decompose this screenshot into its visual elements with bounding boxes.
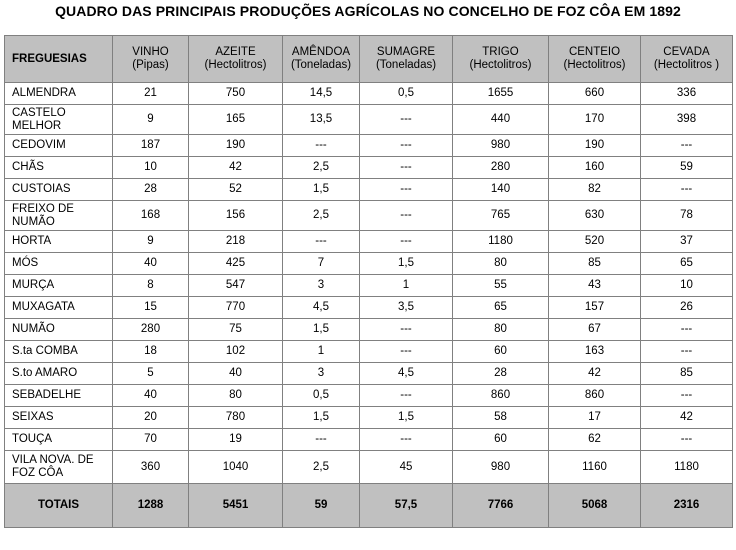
table-cell: 1,5 (283, 407, 360, 429)
table-cell: 60 (453, 341, 549, 363)
table-cell: 80 (189, 385, 283, 407)
header-row (5, 36, 733, 83)
table-cell: TOTAIS (5, 484, 113, 528)
table-row (5, 341, 733, 363)
table-cell: 190 (549, 135, 641, 157)
table-row (5, 135, 733, 157)
column-header-name: SUMAGRE (376, 46, 436, 58)
table-cell: --- (283, 429, 360, 451)
table-cell: 157 (549, 297, 641, 319)
column-header-name: VINHO (132, 46, 169, 58)
parish-name-cell: SEIXAS (5, 407, 113, 429)
table-cell: 1180 (453, 231, 549, 253)
table-cell: 660 (549, 83, 641, 105)
table-row (5, 179, 733, 201)
column-header-unit: (Pipas) (132, 59, 169, 71)
table-cell: 1160 (549, 451, 641, 484)
table-cell: 18 (113, 341, 189, 363)
table-cell: 45 (360, 451, 453, 484)
table-cell: 85 (641, 363, 733, 385)
table-cell: 7 (283, 253, 360, 275)
table-cell: 1,5 (283, 319, 360, 341)
parish-name-cell: NUMÃO (5, 319, 113, 341)
table-cell: 3,5 (360, 297, 453, 319)
table-cell: 102 (189, 341, 283, 363)
table-cell: 67 (549, 319, 641, 341)
column-header-unit: (Hectolitros ) (653, 59, 720, 71)
column-header (453, 36, 549, 83)
table-cell: 15 (113, 297, 189, 319)
table-cell: 5451 (189, 484, 283, 528)
table-cell: 2,5 (283, 157, 360, 179)
table-row (5, 429, 733, 451)
table-cell: 160 (549, 157, 641, 179)
table-cell: 10 (641, 275, 733, 297)
table-row (5, 407, 733, 429)
table-cell: 2316 (641, 484, 733, 528)
column-header-name: CENTEIO (568, 46, 621, 58)
table-cell: 170 (549, 105, 641, 135)
table-cell: 980 (453, 451, 549, 484)
parish-name-cell: MURÇA (5, 275, 113, 297)
table-cell: 1288 (113, 484, 189, 528)
production-table (4, 35, 733, 528)
table-cell: --- (283, 231, 360, 253)
table-cell: --- (360, 319, 453, 341)
table-cell: 5068 (549, 484, 641, 528)
table-cell: 13,5 (283, 105, 360, 135)
table-cell: 28 (113, 179, 189, 201)
table-cell: --- (360, 231, 453, 253)
table-cell: 520 (549, 231, 641, 253)
column-header (360, 36, 453, 83)
table-cell: 43 (549, 275, 641, 297)
table-cell: 780 (189, 407, 283, 429)
parish-name-cell: VILA NOVA. DE FOZ CÔA (5, 451, 113, 484)
column-header (189, 36, 283, 83)
table-row (5, 297, 733, 319)
table-cell: 85 (549, 253, 641, 275)
table-cell: 218 (189, 231, 283, 253)
table-row (5, 363, 733, 385)
table-cell: 440 (453, 105, 549, 135)
table-cell: 14,5 (283, 83, 360, 105)
table-cell: 80 (453, 253, 549, 275)
table-cell: 187 (113, 135, 189, 157)
column-header-unit: (Hectolitros) (563, 59, 626, 71)
table-cell: --- (360, 201, 453, 231)
table-cell: --- (360, 157, 453, 179)
parish-name-cell: CASTELO MELHOR (5, 105, 113, 135)
table-cell: 5 (113, 363, 189, 385)
table-row (5, 275, 733, 297)
table-row (5, 319, 733, 341)
table-row (5, 231, 733, 253)
table-cell: 82 (549, 179, 641, 201)
table-cell: 3 (283, 275, 360, 297)
table-cell: 4,5 (360, 363, 453, 385)
table-cell: 1 (360, 275, 453, 297)
table-cell: 9 (113, 231, 189, 253)
column-header-name: FREGUESIAS (12, 52, 87, 65)
table-cell: 2,5 (283, 201, 360, 231)
table-row (5, 157, 733, 179)
table-cell: 70 (113, 429, 189, 451)
table-cell: 19 (189, 429, 283, 451)
table-cell: 17 (549, 407, 641, 429)
table-cell: 42 (641, 407, 733, 429)
column-header-unit: (Toneladas) (375, 59, 437, 71)
table-cell: 65 (453, 297, 549, 319)
table-cell: 980 (453, 135, 549, 157)
column-header (641, 36, 733, 83)
column-header (549, 36, 641, 83)
table-cell: 1,5 (360, 407, 453, 429)
table-cell: 75 (189, 319, 283, 341)
parish-name-cell: S.to AMARO (5, 363, 113, 385)
table-cell: 4,5 (283, 297, 360, 319)
table-cell: --- (360, 429, 453, 451)
table-cell: 547 (189, 275, 283, 297)
table-cell: 52 (189, 179, 283, 201)
table-cell: 280 (453, 157, 549, 179)
table-row (5, 201, 733, 231)
table-cell: 2,5 (283, 451, 360, 484)
table-cell: 58 (453, 407, 549, 429)
table-cell: 59 (641, 157, 733, 179)
table-cell: 42 (189, 157, 283, 179)
table-cell: 336 (641, 83, 733, 105)
column-header (113, 36, 189, 83)
parish-name-cell: CUSTOIAS (5, 179, 113, 201)
table-cell: --- (283, 135, 360, 157)
table-cell: 630 (549, 201, 641, 231)
parish-name-cell: CEDOVIM (5, 135, 113, 157)
table-cell: 3 (283, 363, 360, 385)
column-header-name: AZEITE (215, 46, 256, 58)
table-cell: 860 (453, 385, 549, 407)
table-cell: 8 (113, 275, 189, 297)
table-cell: 190 (189, 135, 283, 157)
table-cell: 1040 (189, 451, 283, 484)
table-cell: 425 (189, 253, 283, 275)
table-cell: --- (360, 341, 453, 363)
table-cell: 1 (283, 341, 360, 363)
table-cell: 140 (453, 179, 549, 201)
table-cell: 40 (113, 385, 189, 407)
table-cell: 750 (189, 83, 283, 105)
table-cell: 65 (641, 253, 733, 275)
parish-name-cell: SEBADELHE (5, 385, 113, 407)
column-header-unit: (Hectolitros) (469, 59, 532, 71)
column-header (283, 36, 360, 83)
table-row (5, 385, 733, 407)
table-cell: --- (641, 319, 733, 341)
table-cell: 57,5 (360, 484, 453, 528)
parish-name-cell: ALMENDRA (5, 83, 113, 105)
table-cell: 40 (189, 363, 283, 385)
table-cell: 280 (113, 319, 189, 341)
table-cell: 40 (113, 253, 189, 275)
table-cell: 1655 (453, 83, 549, 105)
table-cell: 7766 (453, 484, 549, 528)
table-cell: --- (360, 105, 453, 135)
table-cell: 60 (453, 429, 549, 451)
table-cell: 0,5 (360, 83, 453, 105)
table-cell: 10 (113, 157, 189, 179)
table-cell: 26 (641, 297, 733, 319)
table-cell: 168 (113, 201, 189, 231)
table-cell: 62 (549, 429, 641, 451)
table-cell: 765 (453, 201, 549, 231)
table-cell: --- (641, 135, 733, 157)
table-cell: --- (641, 429, 733, 451)
table-cell: --- (360, 385, 453, 407)
table-cell: --- (641, 179, 733, 201)
parish-name-cell: HORTA (5, 231, 113, 253)
table-cell: 156 (189, 201, 283, 231)
parish-name-cell: FREIXO DE NUMÃO (5, 201, 113, 231)
table-cell: 1,5 (360, 253, 453, 275)
column-header (5, 36, 113, 83)
table-cell: 55 (453, 275, 549, 297)
table-cell: 20 (113, 407, 189, 429)
table-cell: 78 (641, 201, 733, 231)
column-header-unit: (Toneladas) (290, 59, 352, 71)
parish-name-cell: MUXAGATA (5, 297, 113, 319)
table-cell: 28 (453, 363, 549, 385)
table-cell: 42 (549, 363, 641, 385)
parish-name-cell: TOUÇA (5, 429, 113, 451)
parish-name-cell: MÓS (5, 253, 113, 275)
table-row (5, 451, 733, 484)
table-cell: 9 (113, 105, 189, 135)
page-title: QUADRO DAS PRINCIPAIS PRODUÇÕES AGRÍCOLAS NO CONCELHO DE FOZ CÔA EM 1892 (55, 3, 681, 19)
table-cell: --- (360, 135, 453, 157)
table-cell: --- (641, 385, 733, 407)
table-cell: 37 (641, 231, 733, 253)
column-header-name: CEVADA (663, 46, 710, 58)
parish-name-cell: S.ta COMBA (5, 341, 113, 363)
table-cell: 1,5 (283, 179, 360, 201)
table-cell: 770 (189, 297, 283, 319)
table-cell: 1180 (641, 451, 733, 484)
table-body (5, 83, 733, 484)
table-cell: 80 (453, 319, 549, 341)
table-cell: 0,5 (283, 385, 360, 407)
table-cell: 163 (549, 341, 641, 363)
table-cell: --- (360, 179, 453, 201)
table-row (5, 253, 733, 275)
table-cell: 21 (113, 83, 189, 105)
table-cell: 59 (283, 484, 360, 528)
parish-name-cell: CHÃS (5, 157, 113, 179)
table-cell: --- (641, 341, 733, 363)
table-row (5, 83, 733, 105)
table-cell: 165 (189, 105, 283, 135)
column-header-name: AMÊNDOA (291, 46, 351, 58)
totals-row (5, 484, 733, 528)
column-header-name: TRIGO (482, 46, 519, 58)
table-cell: 360 (113, 451, 189, 484)
table-cell: 860 (549, 385, 641, 407)
column-header-unit: (Hectolitros) (204, 59, 267, 71)
table-row (5, 105, 733, 135)
table-cell: 398 (641, 105, 733, 135)
